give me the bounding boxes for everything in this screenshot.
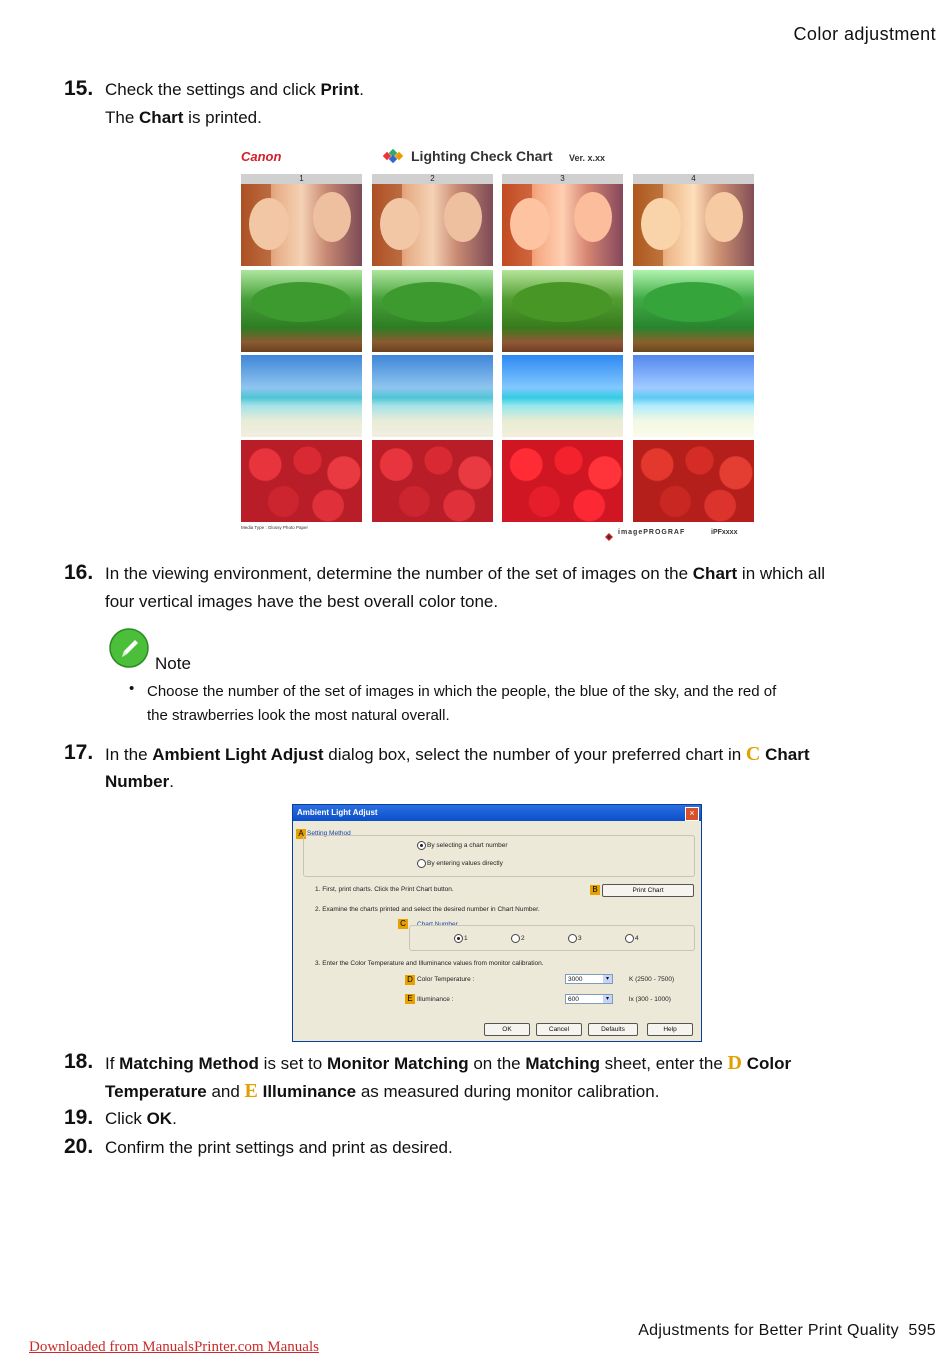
diamond-logo-icon xyxy=(382,149,404,163)
chart-number-label: Chart Number xyxy=(417,921,458,928)
step-15-line1: Check the settings and click Print. xyxy=(105,80,364,99)
chevron-down-icon[interactable]: ▾ xyxy=(603,995,612,1003)
step-17-line2: Number. xyxy=(105,772,174,791)
lighting-check-chart xyxy=(238,146,756,544)
callout-e: E xyxy=(405,994,415,1004)
step-19-number: 19. xyxy=(64,1106,94,1129)
step-15-line2: The Chart is printed. xyxy=(105,108,262,127)
chart-image-strawberries xyxy=(372,440,493,522)
chart-image-people xyxy=(633,184,754,266)
note-bullet: • xyxy=(129,680,135,697)
chart-number-radio-3[interactable] xyxy=(568,934,577,943)
chart-number-radio-2[interactable] xyxy=(511,934,520,943)
step-18-line1: If Matching Method is set to Monitor Matching on the Matching sheet, enter the D Color xyxy=(105,1052,792,1074)
color-temperature-range: K (2500 - 7500) xyxy=(629,976,675,983)
running-header: Color adjustment xyxy=(793,24,936,44)
chart-col-4-label: 4 xyxy=(633,174,754,184)
chart-col-3-label: 3 xyxy=(502,174,623,184)
illuminance-label: Illuminance : xyxy=(417,996,454,1003)
step-20-line1: Confirm the print settings and print as desired. xyxy=(105,1138,453,1157)
chart-image-strawberries xyxy=(241,440,362,522)
color-temperature-combo[interactable] xyxy=(565,974,613,984)
chart-number-group xyxy=(409,925,695,951)
chart-image-tree xyxy=(372,270,493,352)
radio-by-chart-number-label: By selecting a chart number xyxy=(427,842,508,849)
illuminance-combo[interactable] xyxy=(565,994,613,1004)
cancel-button[interactable]: Cancel xyxy=(536,1023,582,1036)
step-20-number: 20. xyxy=(64,1135,94,1158)
dialog-title: Ambient Light Adjust xyxy=(297,808,378,817)
ambient-light-adjust-dialog xyxy=(292,804,702,1042)
chart-number-radio-4-label: 4 xyxy=(635,935,639,942)
chart-image-sky xyxy=(372,355,493,437)
step-19-line1: Click OK. xyxy=(105,1109,177,1128)
illuminance-range: lx (300 - 1000) xyxy=(629,996,671,1003)
chart-image-people xyxy=(241,184,362,266)
step-17-line1: In the Ambient Light Adjust dialog box, select the number of your preferred chart in C Chart xyxy=(105,743,810,765)
radio-by-values[interactable] xyxy=(417,859,426,868)
imageprograf-logo-icon xyxy=(604,529,614,539)
chart-number-radio-4[interactable] xyxy=(625,934,634,943)
chart-number-radio-1[interactable] xyxy=(454,934,463,943)
color-temperature-label: Color Temperature : xyxy=(417,976,475,983)
running-footer xyxy=(638,1322,936,1340)
canon-logo: Canon xyxy=(241,149,282,164)
note-line2: the strawberries look the most natural overall. xyxy=(147,707,450,724)
chart-image-tree xyxy=(633,270,754,352)
color-temperature-value: 3000 xyxy=(568,976,583,983)
chart-image-sky xyxy=(241,355,362,437)
chart-col-1-label: 1 xyxy=(241,174,362,184)
chart-image-tree xyxy=(502,270,623,352)
dialog-step1-text: 1. First, print charts. Click the Print Chart button. xyxy=(315,886,454,893)
close-icon[interactable]: × xyxy=(685,807,699,821)
step-18-line2: Temperature and E Illuminance as measured during monitor calibration. xyxy=(105,1080,660,1102)
step-16-line2: four vertical images have the best overall color tone. xyxy=(105,592,499,611)
callout-c: C xyxy=(398,919,408,929)
print-chart-button[interactable]: Print Chart xyxy=(602,884,694,897)
chart-number-radio-2-label: 2 xyxy=(521,935,525,942)
chart-image-people xyxy=(372,184,493,266)
step-18-number: 18. xyxy=(64,1050,94,1073)
chart-product-name: imagePROGRAF xyxy=(618,529,686,536)
chart-image-tree xyxy=(241,270,362,352)
dialog-titlebar xyxy=(293,805,701,821)
chart-col-2-label: 2 xyxy=(372,174,493,184)
callout-b: B xyxy=(590,885,600,895)
illuminance-value: 600 xyxy=(568,996,579,1003)
chart-number-radio-1-label: 1 xyxy=(464,935,468,942)
chart-version: Ver. x.xx xyxy=(569,153,606,163)
chart-number-radio-3-label: 3 xyxy=(578,935,582,942)
chart-media-type: Media Type : Glossy Photo Paper xyxy=(241,525,308,530)
chart-image-people xyxy=(502,184,623,266)
note-pencil-icon xyxy=(108,627,150,669)
chart-image-sky xyxy=(633,355,754,437)
radio-by-values-label: By entering values directly xyxy=(427,860,503,867)
defaults-button[interactable]: Defaults xyxy=(588,1023,638,1036)
chart-image-strawberries xyxy=(633,440,754,522)
dialog-step3-text: 3. Enter the Color Temperature and Illuminance values from monitor calibration. xyxy=(315,960,544,967)
step-16-number: 16. xyxy=(64,561,94,584)
setting-method-label: Setting Method xyxy=(307,830,351,837)
help-button[interactable]: Help xyxy=(647,1023,693,1036)
footer-section: Adjustments for Better Print Quality xyxy=(638,1322,899,1339)
step-15-number: 15. xyxy=(64,77,94,100)
note-line1: Choose the number of the set of images in which the people, the blue of the sky, and the red of xyxy=(147,683,777,700)
chart-image-sky xyxy=(502,355,623,437)
chart-image-strawberries xyxy=(502,440,623,522)
dialog-step2-text: 2. Examine the charts printed and select the desired number in Chart Number. xyxy=(315,906,540,913)
chart-title: Lighting Check Chart xyxy=(411,148,553,164)
ok-button[interactable]: OK xyxy=(484,1023,530,1036)
page-number: 595 xyxy=(908,1322,936,1339)
radio-by-chart-number[interactable] xyxy=(417,841,426,850)
note-label: Note xyxy=(155,654,191,673)
chevron-down-icon[interactable]: ▾ xyxy=(603,975,612,983)
callout-d: D xyxy=(405,975,415,985)
download-source-link[interactable]: Downloaded from ManualsPrinter.com Manuals xyxy=(29,1339,319,1355)
step-16-line1: In the viewing environment, determine the number of the set of images on the Chart in which all xyxy=(105,564,826,583)
callout-a: A xyxy=(296,829,306,839)
chart-model: iPFxxxx xyxy=(711,529,738,536)
step-17-number: 17. xyxy=(64,741,94,764)
